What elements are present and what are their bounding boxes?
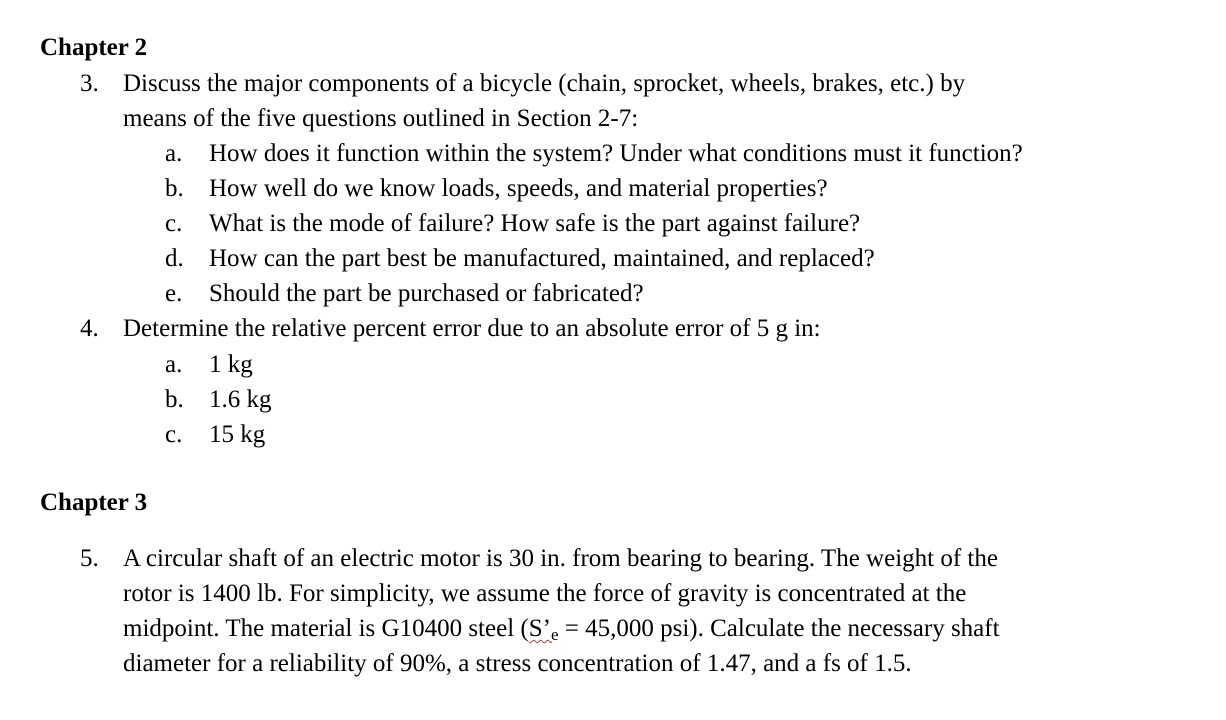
chapter-2-heading: Chapter 2 — [40, 34, 148, 61]
chapter-3-heading: Chapter 3 — [40, 489, 148, 516]
q3-item-c-letter: c. — [165, 210, 183, 237]
q3-item-a-text: How does it function within the system? Under what conditions must it function? — [209, 140, 1023, 167]
q4-item-c-letter: c. — [165, 421, 183, 448]
q3-item-d-text: How can the part best be manufactured, maintained, and replaced? — [209, 245, 875, 272]
q3-item-e-text: Should the part be purchased or fabricated? — [209, 280, 644, 307]
question-5-line-3-end: = 45,000 psi). Calculate the necessary shaft — [558, 615, 1000, 642]
endurance-limit-symbol — [529, 615, 559, 642]
question-5-line-4: diameter for a reliability of 90%, a stress concentration of 1.47, and a fs of 1.5. — [123, 650, 912, 677]
q3-item-c-text: What is the mode of failure? How safe is the part against failure? — [209, 210, 861, 237]
endurance-limit-subscript: e — [550, 625, 559, 644]
question-5-line-2: rotor is 1400 lb. For simplicity, we assume the force of gravity is concentrated at the — [123, 580, 967, 607]
q4-item-b-letter: b. — [165, 386, 184, 413]
question-5-number: 5. — [80, 545, 99, 572]
q3-item-b-letter: b. — [165, 175, 184, 202]
endurance-limit-s-prime: S’ — [528, 615, 551, 642]
question-3-line-2: means of the five questions outlined in Section 2-7: — [123, 105, 639, 132]
q4-item-b-text: 1.6 kg — [209, 386, 272, 413]
q4-item-a-letter: a. — [165, 351, 183, 378]
question-5-line-1: A circular shaft of an electric motor is 30 in. from bearing to bearing. The weight of the — [123, 545, 998, 572]
question-5-line-3-start: midpoint. The material is G10400 steel ( — [123, 615, 529, 642]
question-4-number: 4. — [80, 315, 99, 342]
q3-item-e-letter: e. — [165, 280, 183, 307]
q3-item-b-text: How well do we know loads, speeds, and material properties? — [209, 175, 828, 202]
question-5-line-3 — [123, 611, 1000, 646]
question-4-text: Determine the relative percent error due to an absolute error of 5 g in: — [123, 315, 821, 342]
q4-item-a-text: 1 kg — [209, 351, 253, 378]
question-3-line-1: Discuss the major components of a bicycle (chain, sprocket, wheels, brakes, etc.) by — [123, 70, 966, 97]
q4-item-c-text: 15 kg — [209, 421, 266, 448]
question-3-number: 3. — [80, 70, 99, 97]
q3-item-d-letter: d. — [165, 245, 184, 272]
q3-item-a-letter: a. — [165, 140, 183, 167]
